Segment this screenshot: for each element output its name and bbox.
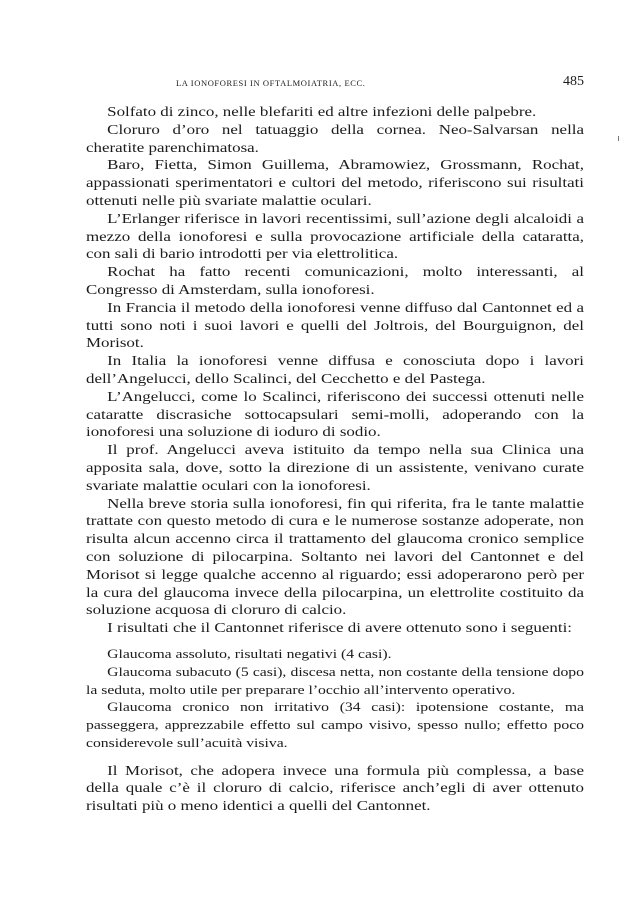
paragraph-italia: In Italia la ionoforesi venne diffusa e conosciuta dopo i lavori dell’Angelucci, dello Scalinci, del Cecchetto e del Pastega.: [86, 353, 584, 386]
result-glaucoma-cronico: Glaucoma cronico non irritativo (34 casi): ipotensione costante, ma passeggera, apprezzabile effetto sul campo visivo, spesso nullo; effetto poco considerevole sull’acuità visiva.: [86, 700, 584, 750]
paragraph-storia-ionoforesi: Nella breve storia sulla ionoforesi, fin qui riferita, fra le tante malattie trattate con questo metodo di cura e le numerose sostanze adoperate, non risulta alcun accenno circa il trattamento del glaucoma cronico semplice con soluzione di pilocarpina. Soltanto nei lavori del Cantonnet e del Morisot si legge qualche accenno al riguardo; essi adoperarono però per la cura del glaucoma invece della pilocarpina, un elettrolite costituito da soluzione acquosa di cloruro di calcio.: [86, 495, 584, 618]
paragraph-solfato-di-zinco: Solfato di zinco, nelle blefariti ed altre infezioni delle palpebre.: [107, 104, 537, 119]
paragraph-morisot: Il Morisot, che adopera invece una formula più complessa, a base della quale c’è il cloruro di calcio, riferisce anch’egli di aver ottenuto risultati più o meno identici a quelli del Cantonnet.: [86, 762, 584, 814]
paragraph-erlanger: L’Erlanger riferisce in lavori recentissimi, sull’azione degli alcaloidi a mezzo della ionoforesi e sulla provocazione artificiale della cataratta, con sali di bario introdotti per via elettrolitica.: [86, 210, 584, 262]
paragraph-francia: In Francia il metodo della ionoforesi venne diffuso dal Cantonnet ed a tutti sono noti i suoi lavori e quelli del Joltrois, del Bourguignon, del Morisot.: [86, 299, 584, 351]
paragraph-cloruro-d-oro: Cloruro d’oro nel tatuaggio della cornea. Neo-Salvarsan nella cheratite parenchimatosa.: [86, 121, 584, 155]
margin-mark: [618, 136, 619, 141]
paragraph-risultati-intro: I risultati che il Cantonnet riferisce di avere ottenuto sono i seguenti:: [107, 620, 572, 636]
result-glaucoma-subacuto: Glaucoma subacuto (5 casi), discesa netta, non costante della tensione dopo la seduta, molto utile per preparare l’occhio all’intervento operativo.: [86, 664, 584, 697]
paragraph-angelucci-scalinci: L’Angelucci, come lo Scalinci, riferiscono dei successi ottenuti nelle cataratte discrasiche sottocapsulari semi-molli, adoperando con la ionoforesi una soluzione di ioduro di sodio.: [86, 388, 584, 440]
body-text: [86, 103, 584, 815]
paragraph-rochat: Rochat ha fatto recenti comunicazioni, molto interessanti, al Congresso di Amsterdam, sulla ionoforesi.: [86, 264, 584, 297]
result-glaucoma-assoluto: Glaucoma assoluto, risultati negativi (4 casi).: [107, 646, 392, 661]
page-number: 485: [563, 74, 584, 89]
running-title: LA IONOFORESI IN OFTALMOIATRIA, ECC.: [176, 78, 366, 88]
paragraph-sperimentatori: Baro, Fietta, Simon Guillema, Abramowiez, Grossmann, Rochat, appassionati sperimentatori e cultori del metodo, riferiscono sui risultati ottenuti nelle più svariate malattie oculari.: [86, 157, 584, 208]
page-header: [86, 74, 584, 94]
paragraph-clinica: Il prof. Angelucci aveva istituito da tempo nella sua Clinica una apposita sala, dove, sotto la direzione di un assistente, venivano curate svariate malattie oculari con la ionoforesi.: [86, 442, 584, 493]
